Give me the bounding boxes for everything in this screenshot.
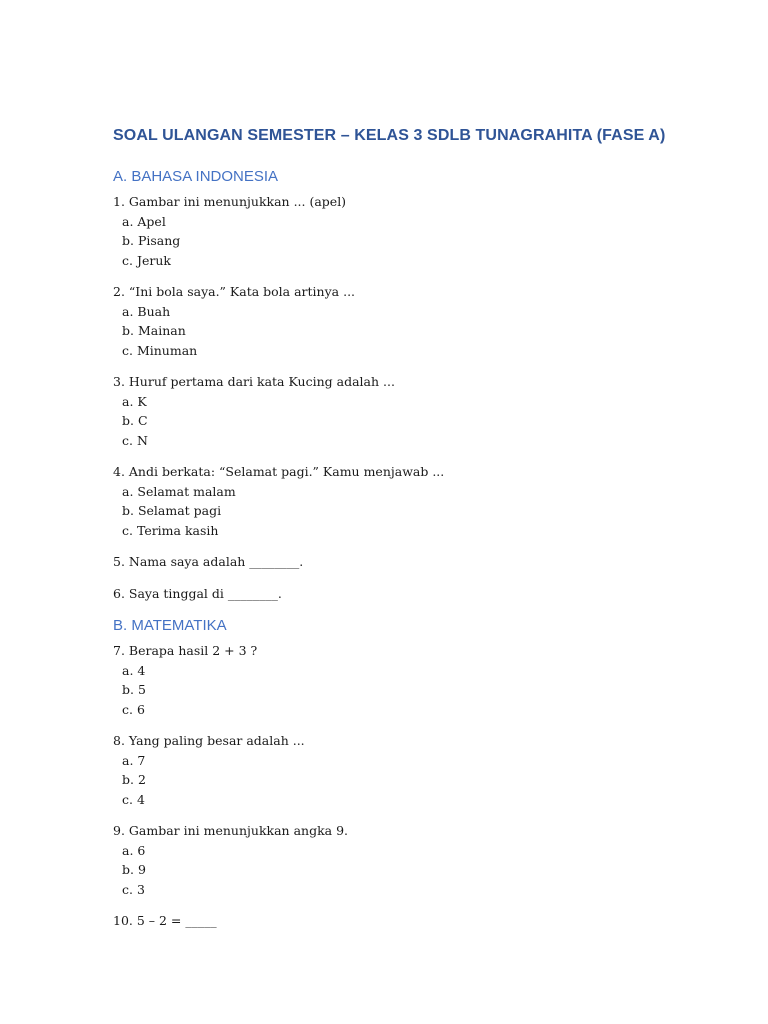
question-text: 4. Andi berkata: “Selamat pagi.” Kamu menjawab ... (113, 464, 445, 479)
option-a: a. 6 (122, 842, 146, 858)
section-heading: B. MATEMATIKA (113, 617, 227, 634)
section-bahasa-indonesia (113, 166, 713, 603)
option-b: b. 2 (122, 772, 146, 787)
answer-options (113, 482, 713, 541)
answer-options (113, 302, 713, 361)
option-a: a. K (122, 393, 147, 409)
page-title: SOAL ULANGAN SEMESTER – KELAS 3 SDLB TUNAGRAHITA (FASE A) (113, 127, 666, 144)
question-text: 9. Gambar ini menunjukkan angka 9. (113, 823, 348, 838)
question-5 (113, 552, 713, 572)
question-6 (113, 584, 713, 604)
option-a: a. 4 (122, 662, 146, 678)
option-b: b. Selamat pagi (122, 503, 222, 518)
section-heading: A. BAHASA INDONESIA (113, 168, 279, 185)
option-c: c. 4 (122, 791, 145, 807)
question-1 (113, 192, 713, 270)
question-text: 10. 5 – 2 = _____ (113, 913, 217, 928)
option-a: a. Apel (122, 213, 166, 229)
option-c: c. Terima kasih (122, 522, 219, 538)
option-b: b. Mainan (122, 323, 186, 338)
option-a: a. 7 (122, 752, 146, 768)
question-text: 2. “Ini bola saya.” Kata bola artinya ... (113, 284, 356, 299)
answer-options (113, 212, 713, 271)
question-8 (113, 731, 713, 809)
option-c: c. 3 (122, 881, 145, 897)
answer-options (113, 751, 713, 810)
question-text: 3. Huruf pertama dari kata Kucing adalah ... (113, 374, 395, 389)
option-c: c. Jeruk (122, 252, 171, 268)
option-a: a. Buah (122, 303, 171, 319)
option-c: c. Minuman (122, 342, 198, 358)
question-text: 8. Yang paling besar adalah ... (113, 733, 305, 748)
question-10 (113, 911, 713, 931)
question-text: 5. Nama saya adalah ________. (113, 554, 304, 569)
document-page (113, 124, 713, 943)
question-text: 6. Saya tinggal di ________. (113, 585, 282, 601)
answer-options (113, 841, 713, 900)
option-b: b. Pisang (122, 233, 181, 248)
question-9 (113, 821, 713, 899)
option-c: c. 6 (122, 701, 145, 717)
question-3 (113, 372, 713, 450)
option-b: b. 9 (122, 862, 146, 877)
question-4 (113, 462, 713, 540)
question-7 (113, 641, 713, 719)
question-2 (113, 282, 713, 360)
section-matematika (113, 615, 713, 931)
question-text: 1. Gambar ini menunjukkan ... (apel) (113, 194, 347, 209)
answer-options (113, 661, 713, 720)
option-b: b. 5 (122, 682, 146, 697)
option-c: c. N (122, 432, 148, 448)
option-b: b. C (122, 413, 148, 428)
option-a: a. Selamat malam (122, 483, 236, 499)
answer-options (113, 392, 713, 451)
question-text: 7. Berapa hasil 2 + 3 ? (113, 643, 258, 658)
